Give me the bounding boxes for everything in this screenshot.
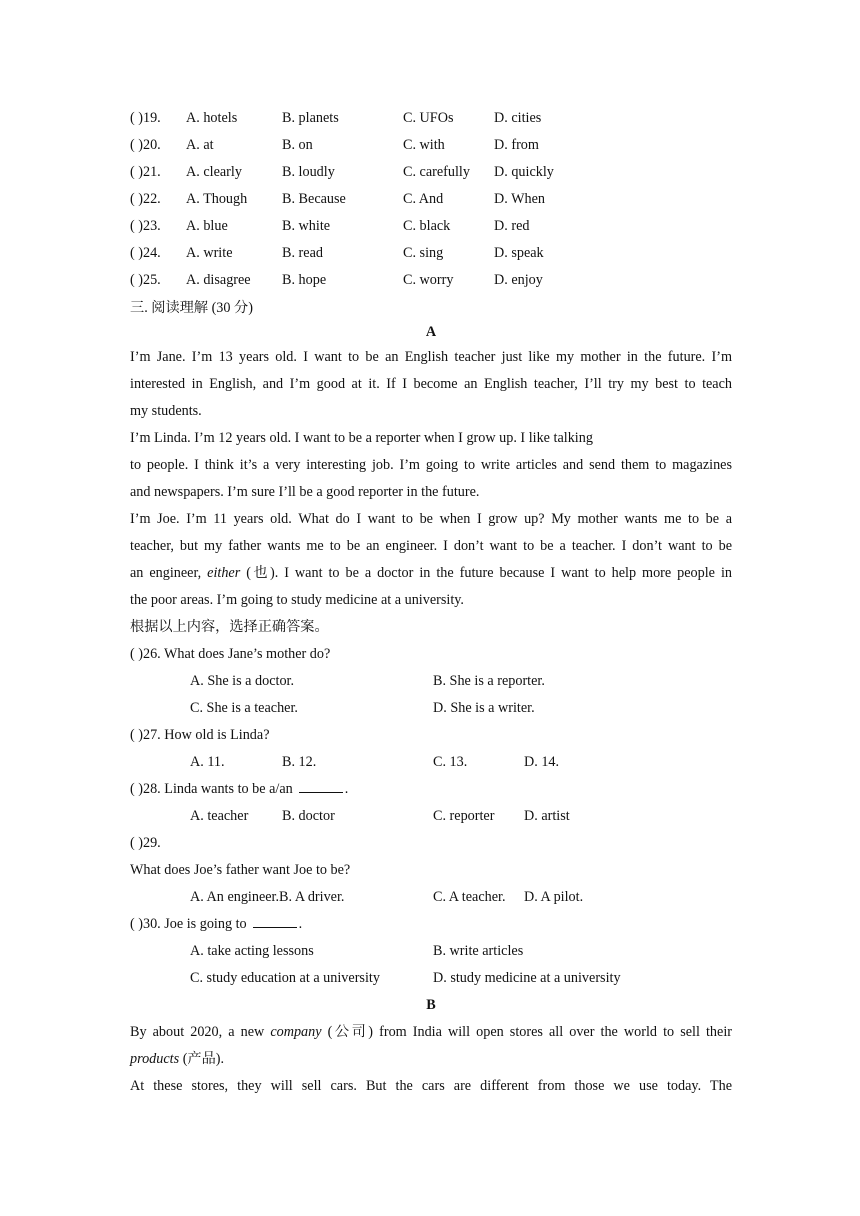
- answer-paren: ( )25.: [130, 272, 161, 288]
- answer-paren: ( )23.: [130, 218, 161, 234]
- option: D. 14.: [524, 754, 560, 770]
- answer-paren: ( )21.: [130, 164, 161, 180]
- option-b: B. on: [282, 137, 313, 153]
- passage-b-line: [130, 1049, 224, 1069]
- option: D. She is a writer.: [433, 700, 535, 716]
- question-27-stem: ( )27. How old is Linda?: [130, 727, 270, 743]
- option-c: C. sing: [403, 245, 444, 261]
- italic-word: products: [130, 1051, 180, 1067]
- option: B. 12.: [282, 754, 317, 770]
- answer-paren: ( )22.: [130, 191, 161, 207]
- option: C. study education at a university: [190, 970, 380, 986]
- option-d: D. When: [494, 191, 545, 207]
- question-26-stem: ( )26. What does Jane’s mother do?: [130, 646, 331, 662]
- option-c: C. black: [403, 218, 451, 234]
- option: A. She is a doctor.: [190, 673, 295, 689]
- answer-paren: ( )19.: [130, 110, 161, 126]
- answer-paren: ( )20.: [130, 137, 161, 153]
- option-a: A. Though: [186, 191, 248, 207]
- option-b: B. loudly: [282, 164, 335, 180]
- option-d: D. enjoy: [494, 272, 543, 288]
- passage-a-line: teacher, but my father wants me to be an engineer. I don’t want to be a teacher. I don’t want to be: [130, 538, 732, 554]
- option: C. reporter: [433, 808, 495, 824]
- italic-word: either: [207, 565, 241, 581]
- passage-a-line: I’m Joe. I’m 11 years old. What do I want to be when I grow up? My mother wants me to be a: [130, 511, 732, 527]
- question-30-stem: [130, 914, 302, 934]
- option: D. study medicine at a university: [433, 970, 621, 986]
- option-b: B. read: [282, 245, 323, 261]
- option-a: A. disagree: [186, 272, 251, 288]
- text-run: (也). I want to be a doctor in the future because I want to help more people in: [240, 565, 732, 581]
- question-28-stem: [130, 779, 348, 799]
- passage-a-line: I’m Linda. I’m 12 years old. I want to be a reporter when I grow up. I like talking: [130, 430, 593, 446]
- section-heading: 三. 阅读理解 (30 分): [130, 300, 253, 316]
- answer-blank: [253, 914, 297, 928]
- option-a: A. clearly: [186, 164, 242, 180]
- option-b: B. white: [282, 218, 331, 234]
- question-29-stem: ( )29.: [130, 835, 161, 851]
- text-run: an engineer,: [130, 565, 208, 581]
- option: C. 13.: [433, 754, 468, 770]
- option: A. 11.: [190, 754, 225, 770]
- option-a: A. write: [186, 245, 233, 261]
- option-d: D. quickly: [494, 164, 554, 180]
- stem-text: ( )28. Linda wants to be a/an: [130, 781, 293, 797]
- option-c: C. worry: [403, 272, 454, 288]
- passage-a-line: I’m Jane. I’m 13 years old. I want to be an English teacher just like my mother in the future. I’m: [130, 349, 732, 365]
- option-d: D. from: [494, 137, 539, 153]
- stem-end: .: [298, 916, 303, 932]
- option-b: B. hope: [282, 272, 327, 288]
- option: D. artist: [524, 808, 570, 824]
- option-d: D. speak: [494, 245, 544, 261]
- text-run: By about 2020, a new: [130, 1024, 271, 1040]
- stem-end: .: [344, 781, 349, 797]
- answer-paren: ( )24.: [130, 245, 161, 261]
- option-b: B. Because: [282, 191, 346, 207]
- passage-b-line: [130, 1022, 732, 1042]
- option-a: A. hotels: [186, 110, 238, 126]
- option: C. A teacher.: [433, 889, 506, 905]
- passage-a-label: A: [425, 324, 437, 340]
- text-run: (产品).: [179, 1051, 225, 1067]
- option-a: A. blue: [186, 218, 228, 234]
- option-c: C. UFOs: [403, 110, 454, 126]
- passage-a-line: [130, 563, 732, 583]
- option: C. She is a teacher.: [190, 700, 298, 716]
- passage-a-line: the poor areas. I’m going to study medicine at a university.: [130, 592, 464, 608]
- passage-a-line: my students.: [130, 403, 202, 419]
- passage-a-line: and newspapers. I’m sure I’ll be a good reporter in the future.: [130, 484, 480, 500]
- question-29-text: What does Joe’s father want Joe to be?: [130, 862, 351, 878]
- option: B. write articles: [433, 943, 524, 959]
- option: D. A pilot.: [524, 889, 584, 905]
- option: A. An engineer.B. A driver.: [190, 889, 345, 905]
- passage-a-line: interested in English, and I’m good at it. If I become an English teacher, I’ll try my best to teach: [130, 376, 732, 392]
- option-d: D. red: [494, 218, 530, 234]
- answer-blank: [299, 779, 343, 793]
- option: B. doctor: [282, 808, 335, 824]
- text-run: (公司) from India will open stores all over the world to sell their: [321, 1024, 732, 1040]
- option-c: C. with: [403, 137, 445, 153]
- passage-a-line: to people. I think it’s a very interesting job. I’m going to write articles and send them to magazines: [130, 457, 732, 473]
- stem-text: ( )30. Joe is going to: [130, 916, 247, 932]
- instruction: 根据以上内容，选择正确答案。: [130, 619, 329, 635]
- option-d: D. cities: [494, 110, 542, 126]
- option-c: C. And: [403, 191, 444, 207]
- italic-word: company: [270, 1024, 322, 1040]
- option-b: B. planets: [282, 110, 339, 126]
- option: A. teacher: [190, 808, 249, 824]
- option: A. take acting lessons: [190, 943, 314, 959]
- passage-b-line: At these stores, they will sell cars. But the cars are different from those we use today. The: [130, 1078, 732, 1094]
- option: B. She is a reporter.: [433, 673, 545, 689]
- option-a: A. at: [186, 137, 214, 153]
- passage-b-label: B: [426, 997, 436, 1013]
- option-c: C. carefully: [403, 164, 470, 180]
